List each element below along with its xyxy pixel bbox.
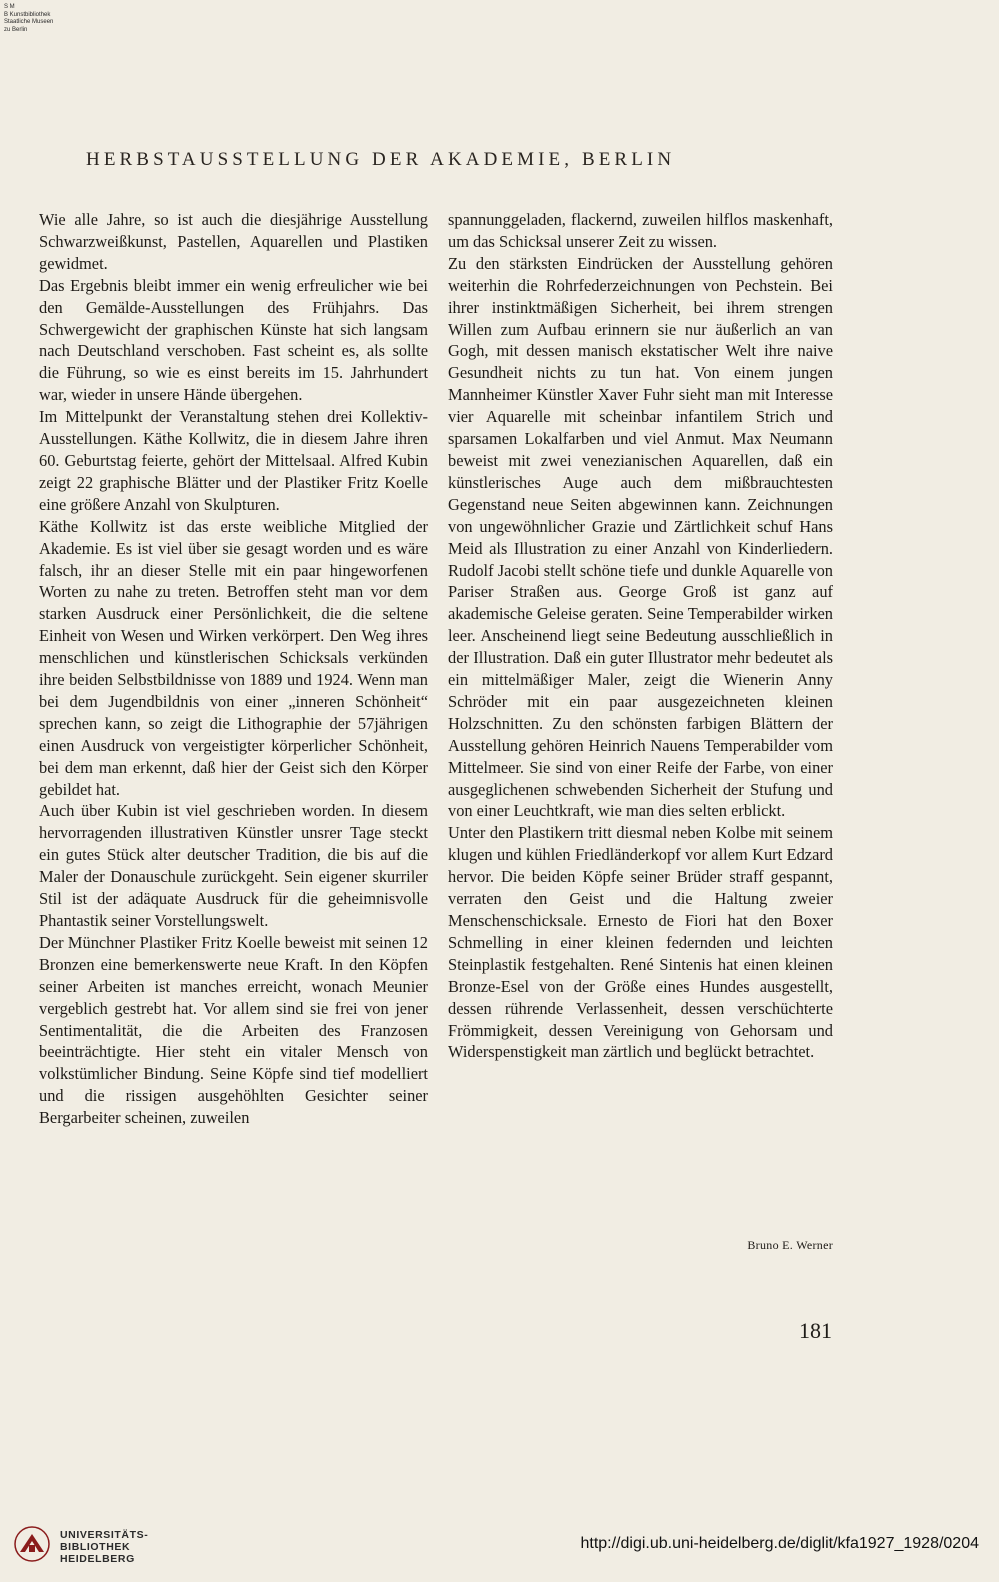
footer-bar <box>0 1499 999 1582</box>
right-column <box>448 209 833 1063</box>
stamp-line: zu Berlin <box>4 26 28 33</box>
stamp-line: Staatliche Museen <box>4 19 54 25</box>
paragraph: Unter den Plastikern tritt diesmal neben Kolbe mit seinem klugen und kühlen Friedländerkopf vor allem Kurt Edzard hervor. Die beiden Köpfe seiner Brüder straff gespannt, verraten den Geist und die Haltung zweier Menschenschicksale. Ernesto de Fiori hat den Boxer Schmelling in einer kleinen federnden und leichten Steinplastik festgehalten. René Sintenis hat einen kleinen Bronze-Esel von der Größe eines Hundes ausgestellt, dessen rührende Verlassenheit, dessen verschüchterte Frömmigkeit, dessen Vereinigung von Gehorsam und Widerspenstigkeit man zärtlich und beglückt betrachtet. <box>448 823 833 1062</box>
paragraph: Im Mittelpunkt der Veranstaltung stehen drei Kollektiv-Ausstellungen. Käthe Kollwitz, die in diesem Jahre ihren 60. Geburtstag feierte, gehört der Mittelsaal. Alfred Kubin zeigt 22 graphische Blätter und der Plastiker Fritz Koelle eine größere Anzahl von Skulpturen. <box>39 407 428 514</box>
paragraph: Wie alle Jahre, so ist auch die diesjährige Ausstellung Schwarzweißkunst, Pastellen, Aquarellen und Plastiken gewidmet. <box>39 210 428 273</box>
library-logo-text <box>60 1529 148 1565</box>
paragraph: Käthe Kollwitz ist das erste weibliche Mitglied der Akademie. Es ist viel über sie gesagt worden und es wäre falsch, ihr an dieser Stelle mit ein paar hingeworfenen Worten zu nahe zu treten. Betroffen steht man vor dem starken Ausdruck einer Persönlichkeit, die die seltene Einheit von Wesen und Wirken verkörpert. Den Weg ihres menschlichen und künstlerischen Schicksals verkünden ihre beiden Selbstbildnisse von 1889 und 1924. Wenn man bei dem Jugendbildnis von einer „inneren Schönheit“ sprechen kann, so zeigt die Lithographie der 57jährigen einen Ausdruck von vergeistigter körperlicher Schönheit, bei dem man erkennt, daß hier der Geist sich den Körper gebildet hat. <box>39 516 428 799</box>
stamp-line: B Kunstbibliothek <box>4 11 51 18</box>
paragraph: Auch über Kubin ist viel geschrieben worden. In diesem hervorragenden illustrativen Künstler unsrer Tage steckt ein gutes Stück alter deutscher Tradition, die bis auf die Maler der Donauschule zurückgeht. Sein eigener skurriler Stil ist der adäquate Ausdruck für die geheimnisvolle Phantastik seiner Vorstellungswelt. <box>39 801 428 930</box>
author-signature: Bruno E. Werner <box>747 1238 833 1252</box>
paragraph: Der Münchner Plastiker Fritz Koelle beweist mit seinen 12 Bronzen eine bemerkenswerte neue Kraft. In den Köpfen seiner Arbeiten ist manches erreicht, wonach Meunier vergeblich gestrebt hat. Vor allem sind sie frei von jener Sentimentalität, die die Arbeiten des Franzosen beeinträchtigte. Hier steht ein vitaler Mensch von volkstümlicher Bindung. Seine Köpfe sind tief modelliert und die rissigen ausgehöhlten Gesichter seiner Bergarbeiter scheinen, zuweilen <box>39 932 428 1128</box>
paragraph: Das Ergebnis bleibt immer ein wenig erfreulicher wie bei den Gemälde-Ausstellungen des Frühjahrs. Das Schwergewicht der graphischen Künste hat sich langsam nach Deutschland verschoben. Fast scheint es, als sollte die Führung, so wie es einst bereits im 15. Jahrhundert war, wieder in unsere Hände übergehen. <box>39 275 428 405</box>
logo-line: BIBLIOTHEK <box>60 1541 131 1553</box>
source-url-link[interactable]: http://digi.ub.uni-heidelberg.de/diglit/kfa1927_1928/0204 <box>580 1535 979 1552</box>
left-column <box>39 209 428 1129</box>
logo-line: UNIVERSITÄTS- <box>60 1529 149 1541</box>
stamp-line: S M <box>4 4 15 10</box>
logo-line: HEIDELBERG <box>60 1553 135 1565</box>
page-number: 181 <box>799 1318 832 1343</box>
university-seal-icon <box>14 1526 50 1562</box>
paragraph: spannunggeladen, flackernd, zuweilen hilflos maskenhaft, um das Schicksal unserer Zeit zu wissen. <box>448 210 833 251</box>
paragraph: Zu den stärksten Eindrücken der Ausstellung gehören weiterhin die Rohrfederzeichnungen von Pechstein. Bei ihrer instinktmäßigen Sicherheit, bei ihrem strengen Willen zum Aufbau erinnern sie nur äußerlich an van Gogh, mit dessen manisch ekstatischer Welt ihre naive Gesundheit nichts zu tun hat. Von einem jungen Mannheimer Künstler Xaver Fuhr sieht man mit Interesse vier Aquarelle mit scheinbar infantilem Strich und sparsamen Lokalfarben und viel Anmut. Max Neumann beweist mit zwei venezianischen Aquarellen, daß ein künstlerisches Auge auch dem mißbrauchtesten Gegenstand neue Seiten abgewinnen kann. Zeichnungen von ungewöhnlicher Grazie und Zärtlichkeit schuf Hans Meid als Illustration zu einer Anzahl von Kinderliedern. Rudolf Jacobi stellt schöne tiefe und dunkle Aquarelle von Pariser Straßen aus. George Groß ist ganz auf akademische Geleise geraten. Seine Temperabilder wirken leer. Anscheinend liegt seine Bedeutung ausschließlich in der Illustration. Daß ein guter Illustrator mehr bedeutet als ein mittelmäßiger Maler, zeigt die Wienerin Anny Schröder mit ein paar ausgezeichneten kleinen Holzschnitten. Zu den schönsten farbigen Blättern der Ausstellung gehören Heinrich Nauens Temperabilder vom Mittelmeer. Sie sind von einer Reife der Farbe, von einer ausgeglichenen schwebenden Sicherheit der Stufung und von einer Leuchtkraft, wie man dies selten erblickt. <box>448 253 833 821</box>
article-title: HERBSTAUSSTELLUNG DER AKADEMIE, BERLIN <box>86 149 676 170</box>
library-stamp <box>4 4 53 34</box>
